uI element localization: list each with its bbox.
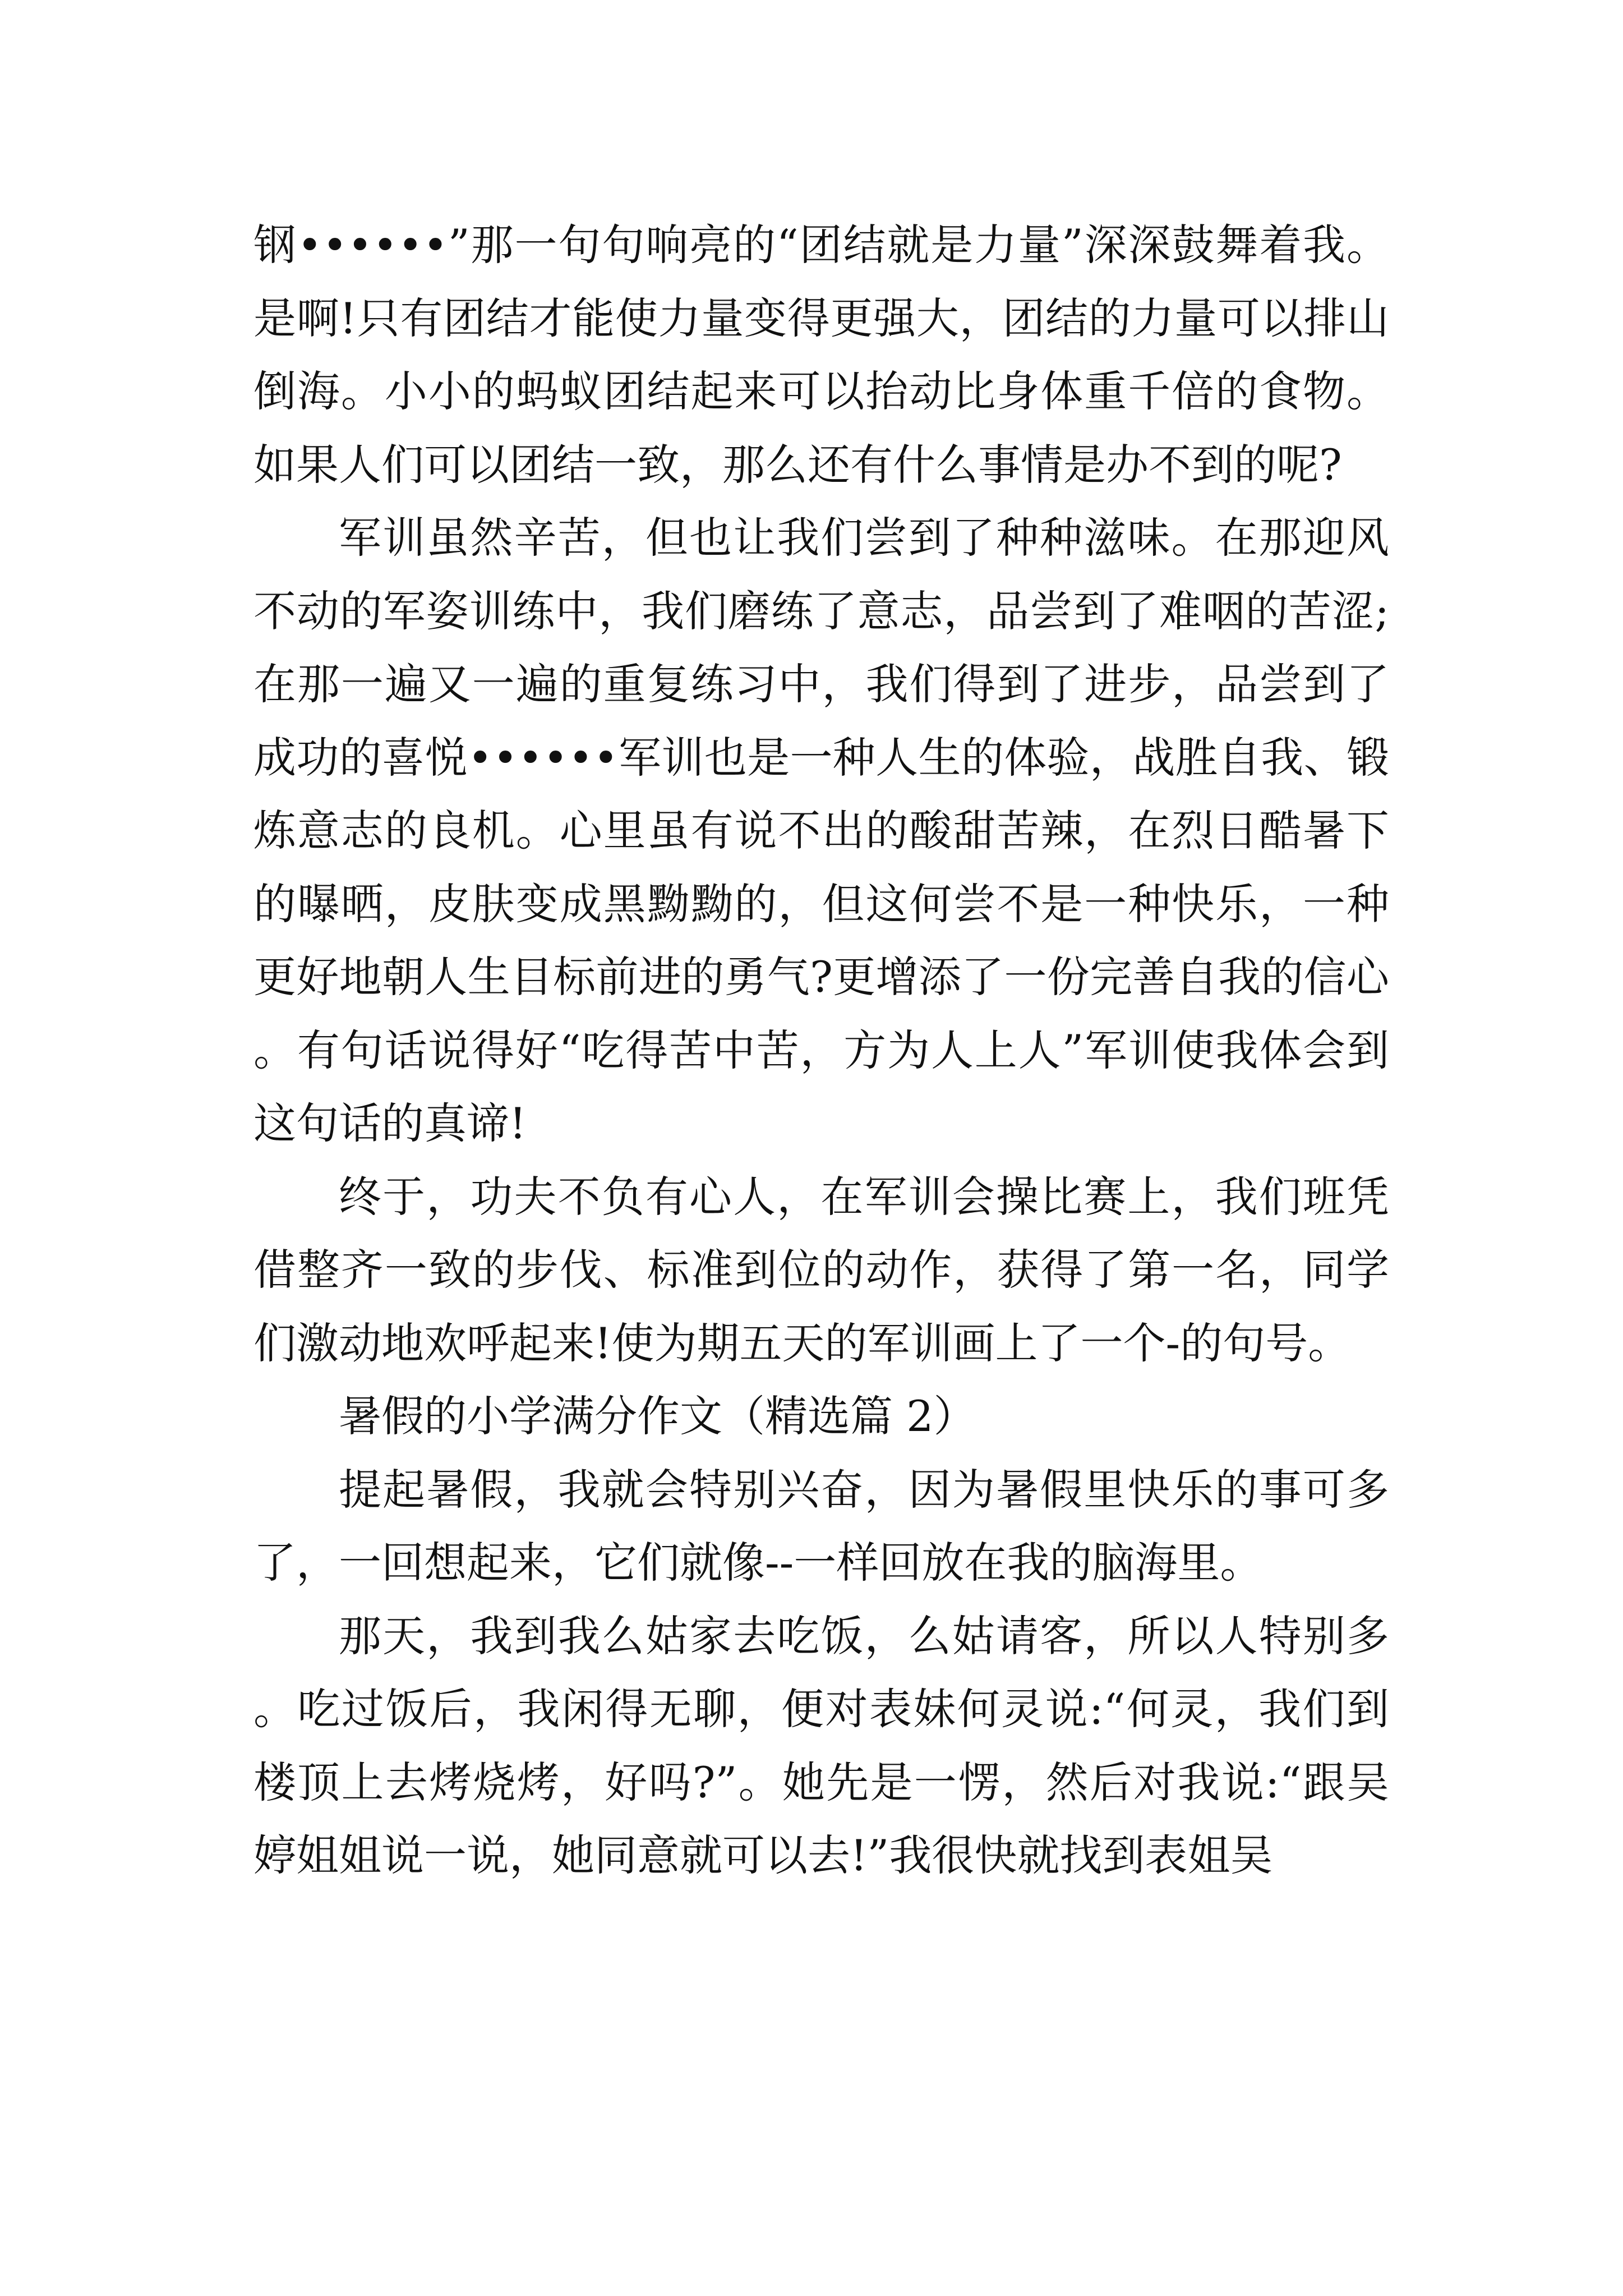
paragraph-unity: 钢••••••”那一句句响亮的“团结就是力量”深深鼓舞着我。是啊!只有团结才能使力量变得更强大，团结的力量可以排山倒海。小小的蚂蚁团结起来可以抬动比身体重千倍的食物。如果人们可以团结一致，那么还有什么事情是办不到的呢? (253, 220, 1389, 490)
paragraph-aunt-visit: 那天，我到我么姑家去吃饭，么姑请客，所以人特别多。吃过饭后，我闲得无聊，便对表妹何灵说:“何灵，我们到楼顶上去烤烧烤，好吗?”。她先是一愣，然后对我说:“跟吴婷姐姐说一说，她同意就可以去!”我很快就找到表姐吴 (253, 1611, 1389, 1880)
paragraph-first-place: 终于，功夫不负有心人，在军训会操比赛上，我们班凭借整齐一致的步伐、标准到位的动作，获得了第一名，同学们激动地欢呼起来!使为期五天的军训画上了一个-的句号。 (253, 1171, 1389, 1368)
section-heading: 暑假的小学满分作文（精选篇 2） (339, 1391, 976, 1441)
paragraph-summer-intro: 提起暑假，我就会特别兴奋，因为暑假里快乐的事可多了，一回想起来，它们就像--一样回放在我的脑海里。 (253, 1464, 1389, 1588)
paragraph-military-training: 军训虽然辛苦，但也让我们尝到了种种滋味。在那迎风不动的军姿训练中，我们磨练了意志，品尝到了难咽的苦涩;在那一遍又一遍的重复练习中，我们得到了进步，品尝到了成功的喜悦••••••军训也是一种人生的体验，战胜自我、锻炼意志的良机。心里虽有说不出的酸甜苦辣，在烈日酷暑下的曝晒，皮肤变成黑黝黝的，但这何尝不是一种快乐，一种更好地朝人生目标前进的勇气?更增添了一份完善自我的信心。有句话说得好“吃得苦中苦，方为人上人”军训使我体会到这句话的真谛! (253, 513, 1389, 1148)
document-page (253, 209, 1389, 1893)
